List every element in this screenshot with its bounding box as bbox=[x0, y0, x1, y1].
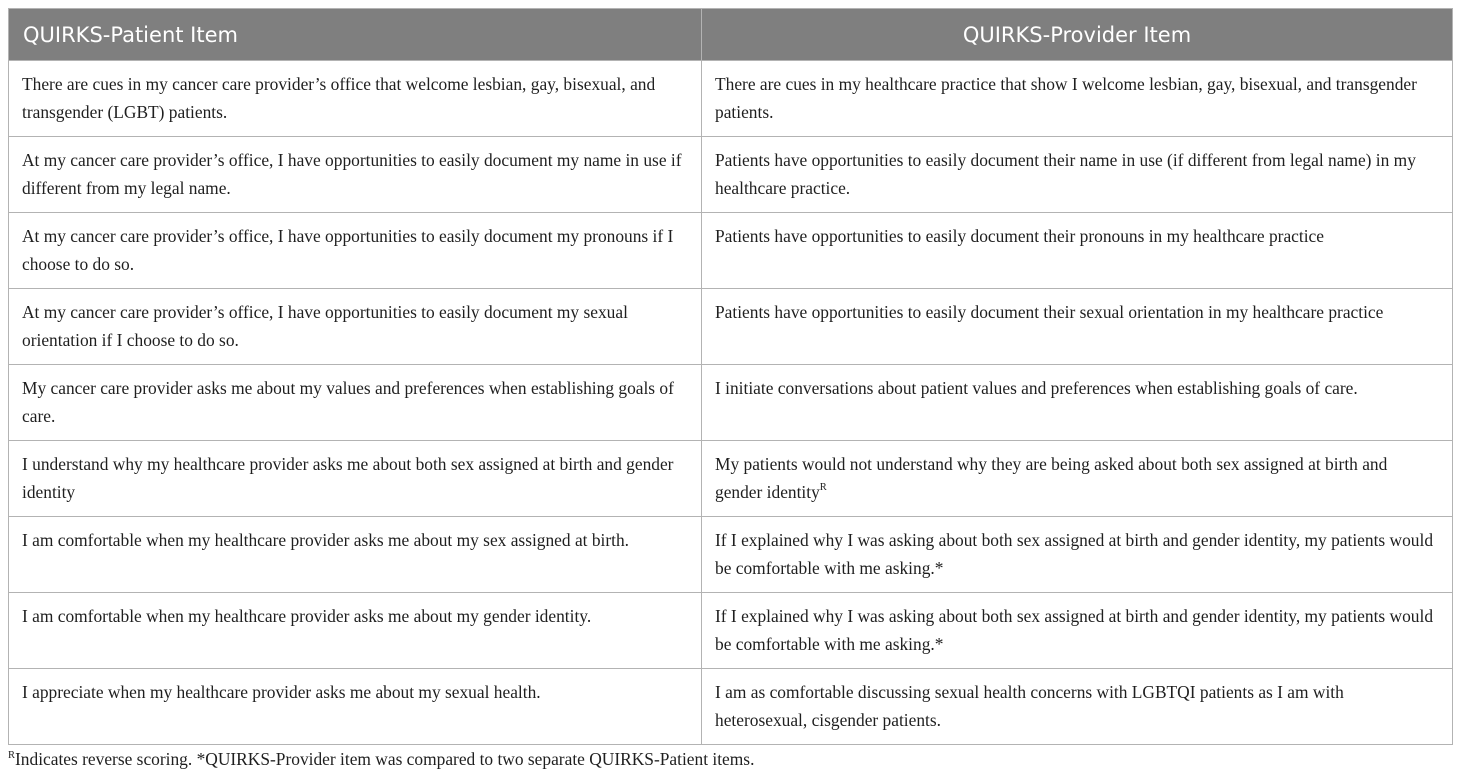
provider-item-cell bbox=[702, 517, 1453, 593]
provider-item-cell bbox=[702, 213, 1453, 289]
table-row bbox=[9, 365, 1453, 441]
header-patient-item: QUIRKS-Patient Item bbox=[9, 9, 702, 61]
provider-item-cell bbox=[702, 289, 1453, 365]
comparison-table-container bbox=[8, 8, 1452, 745]
provider-item-cell bbox=[702, 441, 1453, 517]
provider-item-text: Patients have opportunities to easily document their sexual orientation in my healthcare practice bbox=[715, 302, 1384, 322]
reverse-scoring-mark: R bbox=[819, 481, 827, 493]
table-row bbox=[9, 213, 1453, 289]
provider-item-text: There are cues in my healthcare practice that show I welcome lesbian, gay, bisexual, and transgender patients. bbox=[715, 74, 1417, 122]
patient-item-cell: I appreciate when my healthcare provider asks me about my sexual health. bbox=[9, 669, 702, 745]
provider-item-text: Patients have opportunities to easily document their name in use (if different from legal name) in my healthcare practice. bbox=[715, 150, 1416, 198]
table-row bbox=[9, 669, 1453, 745]
footnote-text: Indicates reverse scoring. *QUIRKS-Provider item was compared to two separate QUIRKS-Patient items. bbox=[15, 749, 755, 769]
footnote-mark: R bbox=[8, 750, 16, 762]
table-footnote bbox=[8, 749, 754, 770]
patient-item-cell: At my cancer care provider’s office, I have opportunities to easily document my pronouns if I choose to do so. bbox=[9, 213, 702, 289]
header-row bbox=[9, 9, 1453, 61]
provider-item-cell bbox=[702, 137, 1453, 213]
provider-item-cell bbox=[702, 593, 1453, 669]
provider-item-cell bbox=[702, 61, 1453, 137]
provider-item-cell bbox=[702, 669, 1453, 745]
table-header bbox=[9, 9, 1453, 61]
patient-item-cell: My cancer care provider asks me about my values and preferences when establishing goals of care. bbox=[9, 365, 702, 441]
patient-item-cell: I am comfortable when my healthcare provider asks me about my sex assigned at birth. bbox=[9, 517, 702, 593]
patient-item-cell: I am comfortable when my healthcare provider asks me about my gender identity. bbox=[9, 593, 702, 669]
patient-item-cell: At my cancer care provider’s office, I have opportunities to easily document my sexual orientation if I choose to do so. bbox=[9, 289, 702, 365]
patient-item-cell: I understand why my healthcare provider asks me about both sex assigned at birth and gender identity bbox=[9, 441, 702, 517]
table-row bbox=[9, 517, 1453, 593]
table-row bbox=[9, 593, 1453, 669]
provider-item-text: My patients would not understand why they are being asked about both sex assigned at birth and gender identity bbox=[715, 454, 1388, 502]
patient-item-cell: There are cues in my cancer care provider’s office that welcome lesbian, gay, bisexual, and transgender (LGBT) patients. bbox=[9, 61, 702, 137]
table-body bbox=[9, 61, 1453, 745]
header-provider-item: QUIRKS-Provider Item bbox=[702, 9, 1453, 61]
provider-item-text: Patients have opportunities to easily document their pronouns in my healthcare practice bbox=[715, 226, 1324, 246]
provider-item-text: I initiate conversations about patient values and preferences when establishing goals of care. bbox=[715, 378, 1358, 398]
table-row bbox=[9, 289, 1453, 365]
provider-item-text: If I explained why I was asking about both sex assigned at birth and gender identity, my patients would be comfortable with me asking.* bbox=[715, 606, 1434, 654]
provider-item-text: I am as comfortable discussing sexual health concerns with LGBTQI patients as I am with heterosexual, cisgender patients. bbox=[715, 682, 1344, 730]
provider-item-cell bbox=[702, 365, 1453, 441]
table-row bbox=[9, 61, 1453, 137]
table-row bbox=[9, 137, 1453, 213]
provider-item-text: If I explained why I was asking about both sex assigned at birth and gender identity, my patients would be comfortable with me asking.* bbox=[715, 530, 1434, 578]
patient-item-cell: At my cancer care provider’s office, I have opportunities to easily document my name in use if different from my legal name. bbox=[9, 137, 702, 213]
quirks-comparison-table bbox=[8, 8, 1453, 745]
table-row bbox=[9, 441, 1453, 517]
